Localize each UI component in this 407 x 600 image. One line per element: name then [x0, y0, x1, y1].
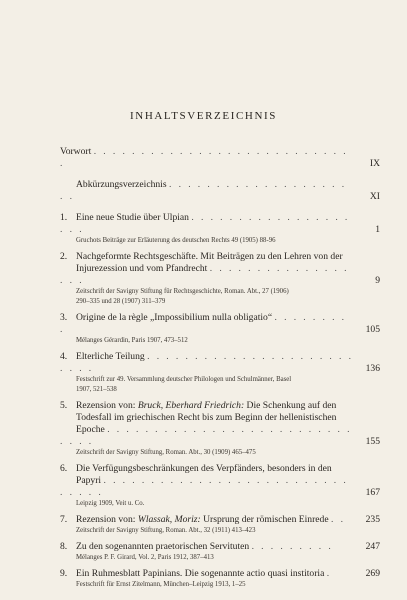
entry-number: 5. [60, 400, 68, 411]
entry-title: Die Verfügungsbeschränkungen des Verpfänders, besonders in den [76, 463, 332, 474]
toc-page-number: 235 [365, 514, 380, 525]
entry-number: 8. [60, 541, 68, 552]
entry-number: 2. [60, 251, 68, 262]
toc-page-number: XI [369, 191, 380, 202]
toc-page-number: 9 [375, 275, 380, 286]
toc-page-number: 247 [365, 541, 380, 552]
entry-author: Wlassak, Moriz: [137, 514, 201, 525]
entry-number: 7. [60, 514, 68, 525]
entry-source: Leipzig 1909, Veit u. Co. [76, 500, 145, 507]
dot-leader: . . . . . . . . . . . . . . . . . . [60, 263, 349, 286]
toc-title: Vorwort [60, 146, 92, 157]
dot-leader: . [326, 568, 332, 579]
toc-entry-1 [60, 212, 380, 236]
entry-source: Mélanges Gérardin, Paris 1907, 473–512 [76, 337, 188, 344]
toc-entry-7 [60, 514, 380, 526]
toc-page-number: 155 [365, 436, 380, 447]
dot-leader: . . [331, 514, 346, 525]
dot-leader: . . . . . . . . . . . . . . . . . . . . . [60, 179, 347, 202]
entry-title-cont: Papyri [76, 475, 102, 486]
toc-title: Abkürzungsverzeichnis [76, 179, 167, 190]
toc-page-number: 269 [365, 568, 380, 579]
entry-source-cont: 290–335 und 28 (1907) 311–379 [76, 298, 166, 305]
entry-title: Ein Ruhmesblatt Papinians. Die sogenannte actio quasi institoria [76, 568, 325, 579]
entry-author: Bruck, Eberhard Friedrich: [137, 400, 245, 411]
toc-entry-2 [60, 251, 380, 263]
entry-title: Eine neue Studie über Ulpian [76, 212, 189, 223]
entry-source: Zeitschrift der Savigny Stiftung, Roman. Abt., 32 (1911) 413–423 [76, 527, 256, 534]
toc-page-number: 1 [375, 224, 380, 235]
toc-page-number: IX [369, 158, 380, 169]
entry-source: Festschrift für Ernst Zitelmann, München–Leipzig 1913, 1–25 [76, 581, 246, 588]
dot-leader: . . . . . . . . . . . . . . . . . . . . [60, 212, 350, 235]
toc-front-abkuerzungen [60, 179, 380, 203]
entry-number: 9. [60, 568, 68, 579]
entry-source-cont: 1907, 521–538 [76, 386, 117, 393]
toc-entry-8 [60, 541, 380, 553]
dot-leader: . . . . . . . . . . . . . . . . . . . . . . . . . . . . . . [60, 424, 352, 447]
toc-entry-6 [60, 463, 380, 475]
entry-source: Festschrift zur 49. Versammlung deutscher Philologen und Schulmänner, Basel [76, 376, 292, 383]
entry-source: Zeitschrift der Savigny Stiftung für Rechtsgeschichte, Roman. Abt., 27 (1906) [76, 288, 289, 295]
toc-page-number: 136 [365, 363, 380, 374]
toc-front-vorwort [60, 146, 380, 170]
entry-title: Elterliche Teilung [76, 351, 145, 362]
entry-number: 1. [60, 212, 68, 223]
entry-source: Gruchots Beiträge zur Erläuterung des deutschen Rechts 49 (1905) 88-96 [76, 237, 276, 244]
entry-title-cont: Injurezession und vom Pfandrecht [76, 263, 208, 274]
dot-leader: . . . . . . . . . . . . . . . . . . . . . . . . . . . . . . . [60, 475, 349, 498]
toc-page-number: 167 [365, 487, 380, 498]
table-of-contents [60, 146, 380, 590]
entry-title-cont: Epoche [76, 424, 105, 435]
toc-entry-9 [60, 568, 380, 580]
entry-source: Zeitschrift der Savigny Stiftung, Roman. Abt., 30 (1909) 465–475 [76, 449, 256, 456]
toc-entry-3 [60, 312, 380, 336]
entry-source: Mélanges P. F. Girard, Vol. 2, Paris 1912, 387–413 [76, 554, 214, 561]
toc-page-number: 105 [365, 324, 380, 335]
entry-title: Nachgeformte Rechtsgeschäfte. Mit Beiträgen zu den Lehren von der [76, 251, 343, 262]
dot-leader: . . . . . . . . . [251, 541, 334, 552]
dot-leader: . . . . . . . . . . . . . . . . . . . . . . . . . . [60, 351, 354, 374]
entry-number: 4. [60, 351, 68, 362]
dot-leader: . . . . . . . . . [60, 312, 347, 335]
entry-title: Zu den sogenannten praetorischen Servituten [76, 541, 250, 552]
entry-title-prefix: Rezension von: [76, 400, 138, 411]
dot-leader: . . . . . . . . . . . . . . . . . . . . . . . . . . . . [60, 146, 349, 169]
toc-entry-5 [60, 400, 380, 412]
entry-title-prefix: Rezension von: [76, 514, 138, 525]
entry-title: Origine de la règle „Impossibilium nulla obligatio“ [76, 312, 273, 323]
entry-number: 6. [60, 463, 68, 474]
entry-number: 3. [60, 312, 68, 323]
toc-entry-4 [60, 351, 380, 375]
entry-title: Ursprung der römischen Einrede [200, 514, 329, 525]
entry-title: Die Schenkung auf den [244, 400, 337, 411]
page-title: INHALTSVERZEICHNIS [130, 110, 277, 122]
entry-title-cont: Todesfall im griechischen Recht bis zum Beginn der hellenistischen [76, 412, 337, 423]
